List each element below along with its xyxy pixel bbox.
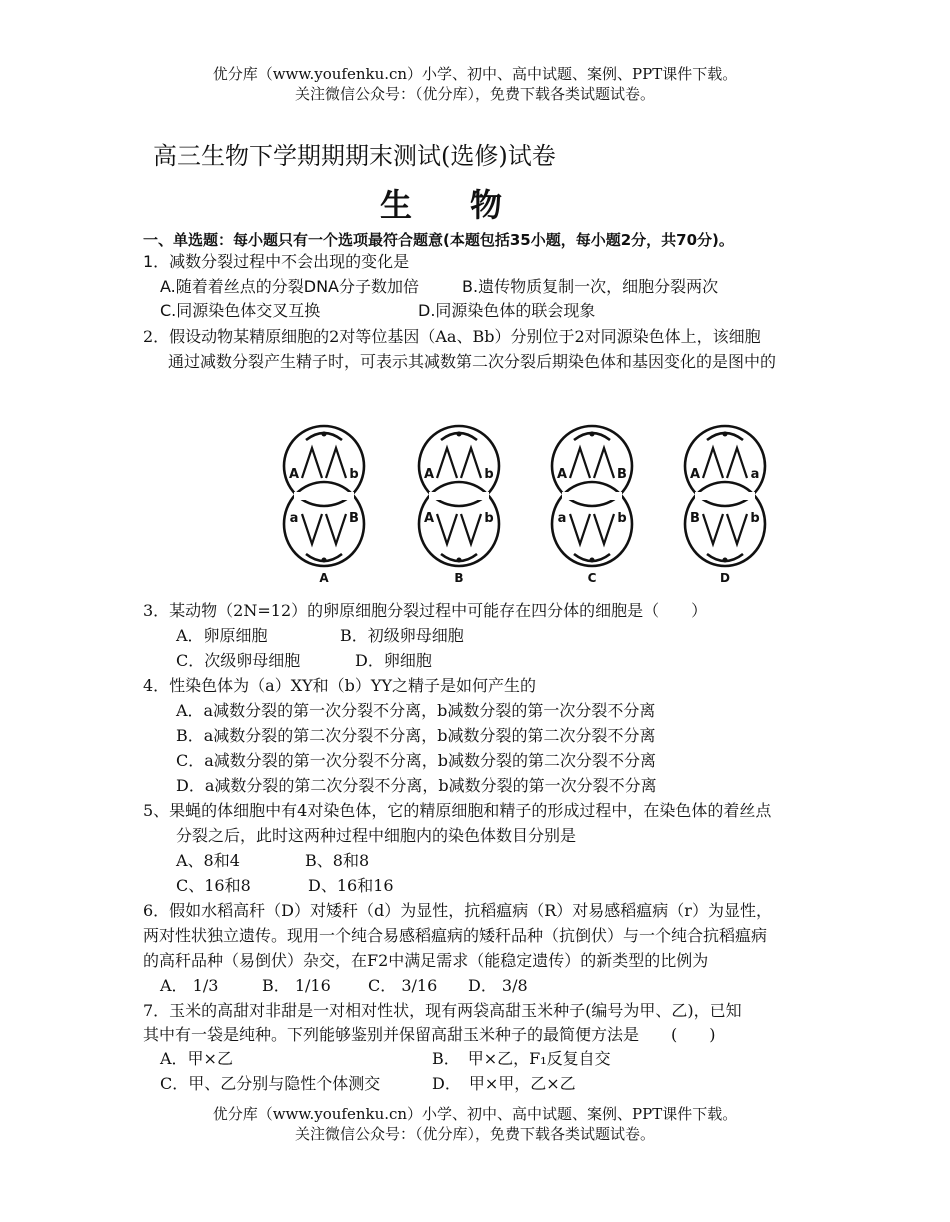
chromosome-upper-left bbox=[703, 448, 723, 478]
q6-stem-line-2: 两对性状独立遗传。现用一个纯合易感稻瘟病的矮秆品种（抗倒伏）与一个纯合抗稻瘟病 bbox=[143, 926, 768, 945]
q1-option-a: A.随着着丝点的分裂DNA分子数加倍 bbox=[160, 277, 419, 296]
section-heading: 一、单选题：每小题只有一个选项最符合题意(本题包括35小题，每小题2分，共70分)。 bbox=[143, 231, 734, 249]
gene-label-bottom-right: b bbox=[617, 511, 627, 526]
page-header bbox=[0, 64, 950, 104]
chromosome-upper-right bbox=[594, 448, 614, 478]
q3-option-b: B．初级卵母细胞 bbox=[340, 626, 464, 645]
gene-label-bottom-left: B bbox=[690, 511, 700, 526]
chromosome-lower-right bbox=[594, 514, 614, 544]
chromosome-lower-left bbox=[570, 514, 590, 544]
header-line-2: 关注微信公众号：（优分库），免费下载各类试题试卷。 bbox=[294, 85, 655, 103]
centriole-bottom bbox=[322, 558, 327, 563]
centriole-top bbox=[322, 432, 327, 437]
q2-stem-line-1: 2．假设动物某精原细胞的2对等位基因（Aa、Bb）分别位于2对同源染色体上，该细胞 bbox=[143, 327, 761, 346]
q4-option-c: C．a减数分裂的第一次分裂不分离，b减数分裂的第二次分裂不分离 bbox=[176, 751, 657, 770]
footer-line-1: 优分库（www.youfenku.cn）小学、初中、高中试题、案例、PPT课件下载。 bbox=[212, 1105, 738, 1123]
chromosome-upper-right bbox=[461, 448, 481, 478]
cell-caption: A bbox=[319, 571, 329, 585]
centriole-top bbox=[590, 432, 595, 437]
chromosome-upper-right bbox=[727, 448, 747, 478]
q7-option-c: C．甲、乙分别与隐性个体测交 bbox=[160, 1074, 381, 1093]
q4-option-d: D．a减数分裂的第二次分裂不分离，b减数分裂的第一次分裂不分离 bbox=[176, 776, 657, 795]
chromosome-lower-right bbox=[461, 514, 481, 544]
page-footer bbox=[0, 1104, 950, 1144]
q4-option-a: A．a减数分裂的第一次分裂不分离，b减数分裂的第一次分裂不分离 bbox=[176, 701, 656, 720]
cell-waist bbox=[294, 492, 354, 500]
q7-stem-line-1: 7．玉米的高甜对非甜是一对相对性状，现有两袋高甜玉米种子(编号为甲、乙)，已知 bbox=[143, 1001, 742, 1020]
gene-label-top-right: b bbox=[484, 467, 494, 482]
gene-label-top-right: a bbox=[750, 467, 760, 482]
chromosome-upper-right bbox=[326, 448, 346, 478]
gene-label-top-left: A bbox=[689, 467, 701, 482]
q6-option-d: D． 3/8 bbox=[468, 976, 528, 995]
q4-option-b: B．a减数分裂的第二次分裂不分离，b减数分裂的第二次分裂不分离 bbox=[176, 726, 656, 745]
q1-stem: 1．减数分裂过程中不会出现的变化是 bbox=[143, 252, 410, 271]
q1-option-d: D.同源染色体的联会现象 bbox=[418, 301, 596, 320]
centriole-bottom bbox=[590, 558, 595, 563]
q2-stem-line-2: 通过减数分裂产生精子时，可表示其减数第二次分裂后期染色体和基因变化的是图中的 bbox=[168, 352, 777, 371]
q5-stem-line-1: 5、果蝇的体细胞中有4对染色体，它的精原细胞和精子的形成过程中，在染色体的着丝点 bbox=[143, 801, 772, 820]
chromosome-lower-right bbox=[727, 514, 747, 544]
q7-option-a: A．甲×乙 bbox=[160, 1049, 233, 1068]
centriole-bottom bbox=[457, 558, 462, 563]
q3-option-d: D．卵细胞 bbox=[355, 651, 432, 670]
q7-option-d: D． 甲×甲，乙×乙 bbox=[432, 1074, 576, 1093]
gene-label-top-left: A bbox=[556, 467, 568, 482]
gene-label-top-left: A bbox=[288, 467, 300, 482]
centriole-top bbox=[723, 432, 728, 437]
gene-label-bottom-right: B bbox=[349, 511, 359, 526]
q3-stem: 3．某动物（2N=12）的卵原细胞分裂过程中可能存在四分体的细胞是（ ） bbox=[143, 601, 708, 620]
cell-division-figure bbox=[272, 418, 772, 586]
chromosome-upper-left bbox=[302, 448, 322, 478]
q6-stem-line-1: 6．假如水稻高秆（D）对矮秆（d）为显性，抗稻瘟病（R）对易感稻瘟病（r）为显性， bbox=[143, 901, 772, 920]
chromosome-upper-left bbox=[570, 448, 590, 478]
cell-caption: B bbox=[454, 571, 464, 585]
subject-heading: 生物 bbox=[380, 186, 561, 224]
q6-stem-line-3: 的高秆品种（易倒伏）杂交，在F2中满足需求（能稳定遗传）的新类型的比例为 bbox=[143, 951, 709, 970]
cell-c bbox=[552, 426, 632, 585]
q6-option-c: C． 3/16 bbox=[368, 976, 438, 995]
q5-stem-line-2: 分裂之后，此时这两种过程中细胞内的染色体数目分别是 bbox=[176, 826, 577, 845]
cell-caption: C bbox=[587, 571, 597, 585]
q5-option-d: D、16和16 bbox=[308, 876, 394, 895]
gene-label-top-right: B bbox=[617, 467, 627, 482]
footer-line-2: 关注微信公众号：（优分库），免费下载各类试题试卷。 bbox=[294, 1125, 655, 1143]
q7-stem-line-2: 其中有一袋是纯种。下列能够鉴别并保留高甜玉米种子的最简便方法是 ( ) bbox=[143, 1025, 716, 1044]
q6-option-a: A． 1/3 bbox=[160, 976, 219, 995]
cell-waist bbox=[429, 492, 489, 500]
gene-label-bottom-right: b bbox=[484, 511, 494, 526]
exam-title: 高三生物下学期期期末测试(选修)试卷 bbox=[153, 142, 556, 170]
cell-d bbox=[685, 426, 765, 585]
q1-option-c: C.同源染色体交叉互换 bbox=[160, 301, 321, 320]
gene-label-top-right: b bbox=[349, 467, 359, 482]
gene-label-top-left: A bbox=[423, 467, 435, 482]
centriole-top bbox=[457, 432, 462, 437]
chromosome-lower-left bbox=[703, 514, 723, 544]
q6-option-b: B． 1/16 bbox=[262, 976, 331, 995]
q3-option-c: C．次级卵母细胞 bbox=[176, 651, 301, 670]
gene-label-bottom-left: A bbox=[423, 511, 435, 526]
centriole-bottom bbox=[723, 558, 728, 563]
gene-label-bottom-right: b bbox=[750, 511, 760, 526]
q3-option-a: A．卵原细胞 bbox=[176, 626, 268, 645]
q5-option-c: C、16和8 bbox=[176, 876, 251, 895]
q1-option-b: B.遗传物质复制一次，细胞分裂两次 bbox=[462, 277, 719, 296]
chromosome-upper-left bbox=[437, 448, 457, 478]
cell-a bbox=[284, 426, 364, 585]
chromosome-lower-right bbox=[326, 514, 346, 544]
q5-option-b: B、8和8 bbox=[305, 851, 370, 870]
header-line-1: 优分库（www.youfenku.cn）小学、初中、高中试题、案例、PPT课件下载。 bbox=[212, 65, 738, 83]
q5-option-a: A、8和4 bbox=[176, 851, 240, 870]
gene-label-bottom-left: a bbox=[557, 511, 567, 526]
chromosome-lower-left bbox=[437, 514, 457, 544]
cell-b bbox=[419, 426, 499, 585]
q7-option-b: B． 甲×乙，F₁反复自交 bbox=[432, 1049, 611, 1068]
chromosome-lower-left bbox=[302, 514, 322, 544]
cell-waist bbox=[695, 492, 755, 500]
gene-label-bottom-left: a bbox=[289, 511, 299, 526]
q4-stem: 4．性染色体为（a）XY和（b）YY之精子是如何产生的 bbox=[143, 676, 537, 695]
cell-waist bbox=[562, 492, 622, 500]
cell-caption: D bbox=[720, 571, 730, 585]
